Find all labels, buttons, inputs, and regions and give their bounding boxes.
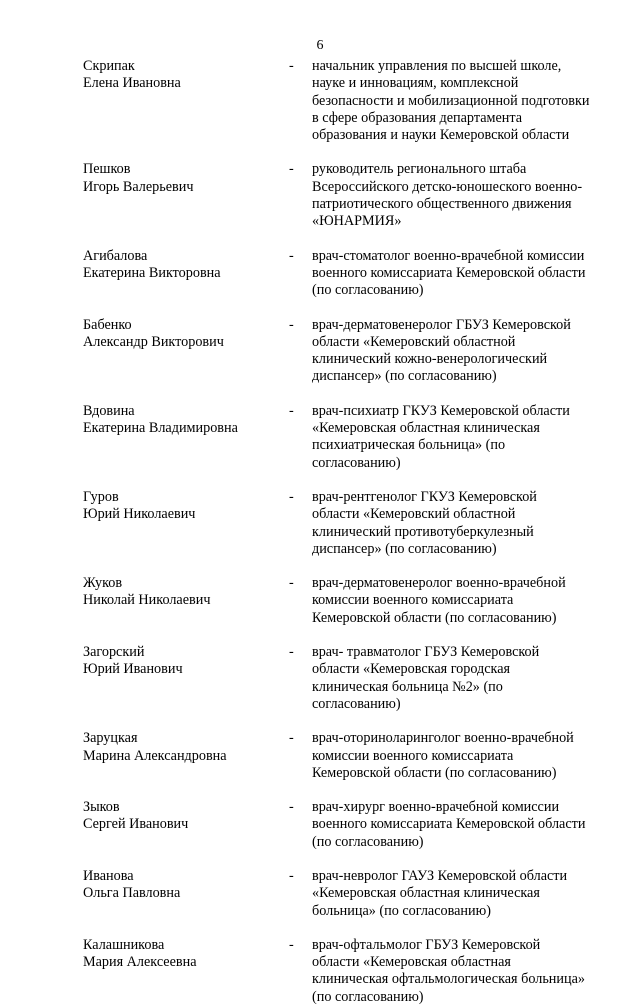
- member-name: [83, 575, 283, 610]
- member-given-names: Сергей Иванович: [83, 816, 189, 833]
- member-role: врач- травматолог ГБУЗ Кемеровской области «Кемеровская городская клиническая больница №2» (по согласованию): [312, 644, 540, 712]
- member-given-names: Екатерина Викторовна: [83, 264, 221, 281]
- list-item: [0, 644, 640, 713]
- member-surname: Скрипак: [83, 58, 135, 74]
- member-role: врач-невролог ГАУЗ Кемеровской области «Кемеровская областная клиническая больница» (по согласованию): [312, 867, 568, 919]
- member-role: врач-оториноларинголог военно-врачебной комиссии военного комиссариата Кемеровской области (по согласованию): [312, 730, 574, 781]
- member-given-names: Александр Викторович: [83, 333, 224, 350]
- member-given-names: Николай Николаевич: [83, 592, 211, 609]
- member-role: врач-рентгенолог ГКУЗ Кемеровской области «Кемеровский областной клинический противотуберкулезный диспансер» (по согласованию): [312, 488, 537, 557]
- member-role: врач-стоматолог военно-врачебной комиссии военного комиссариата Кемеровской области (по согласованию): [312, 247, 586, 299]
- separator-dash: -: [289, 58, 294, 74]
- member-surname: Зыков: [83, 799, 120, 816]
- member-given-names: Игорь Валерьевич: [83, 178, 194, 195]
- member-surname: Жуков: [83, 575, 123, 592]
- list-item: [0, 730, 640, 782]
- list-item: [0, 317, 640, 386]
- commission-member-list: [0, 58, 640, 1006]
- list-item: [0, 799, 640, 851]
- member-name: [83, 644, 283, 679]
- list-item: [0, 937, 640, 1006]
- member-name: [83, 403, 283, 438]
- member-surname: Гуров: [83, 488, 119, 505]
- member-name: [83, 730, 283, 765]
- member-surname: Загорский: [83, 644, 145, 661]
- member-surname: Бабенко: [83, 316, 132, 333]
- member-role: врач-дерматовенеролог ГБУЗ Кемеровской области «Кемеровский областной клинический кожно-венерологический диспансер» (по согласованию): [312, 316, 571, 385]
- member-given-names: Елена Ивановна: [83, 75, 181, 92]
- separator-dash: -: [289, 644, 294, 661]
- member-name: [83, 868, 283, 903]
- member-given-names: Юрий Николаевич: [83, 506, 196, 523]
- member-given-names: Ольга Павловна: [83, 885, 181, 902]
- separator-dash: -: [289, 488, 294, 505]
- member-surname: Пешков: [83, 161, 131, 178]
- separator-dash: -: [289, 936, 294, 953]
- member-surname: Иванова: [83, 867, 134, 884]
- member-given-names: Марина Александровна: [83, 747, 227, 764]
- member-surname: Вдовина: [83, 402, 135, 419]
- list-item: [0, 403, 640, 472]
- member-role: начальник управления по высшей школе, науке и инновациям, комплексной безопасности и мобилизационной подготовки в сфере образования департамента образования и науки Кемеровской области: [312, 58, 590, 144]
- member-role: врач-хирург военно-врачебной комиссии военного комиссариата Кемеровской области (по согласованию): [312, 799, 586, 850]
- member-role: врач-офтальмолог ГБУЗ Кемеровской области «Кемеровская областная клиническая офтальмологическая больница» (по согласованию): [312, 936, 585, 1005]
- list-item: [0, 575, 640, 627]
- separator-dash: -: [289, 247, 294, 264]
- member-name: [83, 317, 283, 352]
- member-name: [83, 489, 283, 524]
- separator-dash: -: [289, 730, 294, 747]
- member-given-names: Мария Алексеевна: [83, 954, 197, 971]
- member-given-names: Юрий Иванович: [83, 661, 183, 678]
- separator-dash: -: [289, 161, 294, 178]
- member-given-names: Екатерина Владимировна: [83, 420, 238, 437]
- separator-dash: -: [289, 402, 294, 419]
- member-surname: Агибалова: [83, 247, 148, 264]
- list-item: [0, 489, 640, 558]
- page-number: 6: [316, 38, 324, 53]
- member-name: [83, 937, 283, 972]
- member-name: [83, 58, 283, 93]
- member-role: врач-психиатр ГКУЗ Кемеровской области «Кемеровская областная клиническая психиатрическая больница» (по согласованию): [312, 402, 570, 471]
- separator-dash: -: [289, 799, 294, 816]
- member-surname: Заруцкая: [83, 730, 138, 747]
- separator-dash: -: [289, 575, 294, 592]
- separator-dash: -: [289, 867, 294, 884]
- list-item: [0, 868, 640, 920]
- member-role: руководитель регионального штаба Всероссийского детско-юношеского военно- патриотического общественного движения «ЮНАРМИЯ»: [312, 161, 583, 230]
- member-role: врач-дерматовенеролог военно-врачебной комиссии военного комиссариата Кемеровской области (по согласованию): [312, 575, 566, 626]
- list-item: [0, 58, 640, 144]
- member-name: [83, 161, 283, 196]
- list-item: [0, 248, 640, 300]
- member-surname: Калашникова: [83, 936, 165, 953]
- member-name: [83, 799, 283, 834]
- member-name: [83, 248, 283, 283]
- separator-dash: -: [289, 316, 294, 333]
- list-item: [0, 161, 640, 230]
